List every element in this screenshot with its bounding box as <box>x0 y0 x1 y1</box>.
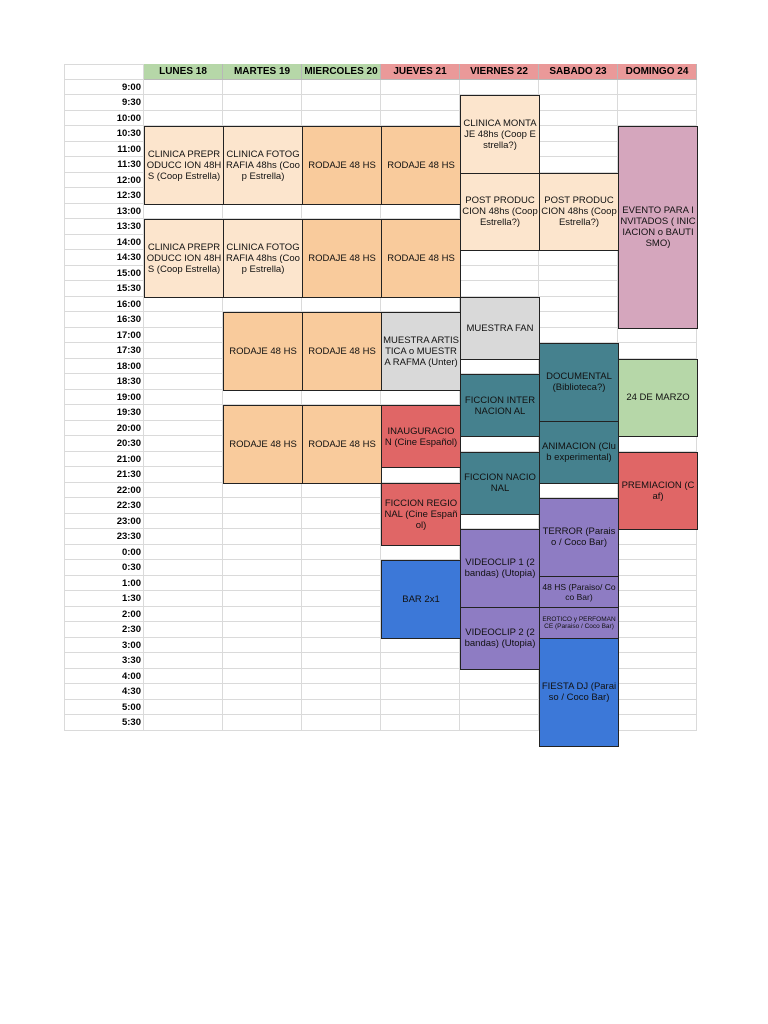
event-label: ANIMACION (Club experimental) <box>542 441 616 463</box>
day-header: MIERCOLES 20 <box>302 64 381 80</box>
grid-cell[interactable] <box>302 95 381 111</box>
event-block[interactable] <box>381 560 461 639</box>
grid-cell[interactable] <box>144 390 223 406</box>
grid-cell[interactable] <box>539 281 618 297</box>
grid-cell[interactable] <box>539 328 618 344</box>
event-block[interactable] <box>460 607 540 670</box>
event-label: MUESTRA ARTISTICA o MUESTRA RAFMA (Unter) <box>383 334 459 368</box>
grid-cell[interactable] <box>223 653 302 669</box>
time-label: 10:00 <box>116 112 141 124</box>
time-label: 10:30 <box>116 128 141 140</box>
grid-cell[interactable] <box>618 343 697 359</box>
event-label: FICCION NACIONAL <box>464 472 536 494</box>
grid-cell[interactable] <box>144 297 223 313</box>
grid-cell[interactable] <box>302 700 381 716</box>
time-label: 17:30 <box>116 345 141 357</box>
event-label: CLINICA FOTOGRAFIA 48hs (Coop Estrella) <box>226 241 300 275</box>
event-block[interactable] <box>539 343 619 422</box>
grid-cell[interactable] <box>381 638 460 654</box>
grid-cell[interactable] <box>460 514 539 530</box>
grid-cell[interactable] <box>618 700 697 716</box>
grid-cell[interactable] <box>618 591 697 607</box>
time-label: 20:30 <box>116 438 141 450</box>
event-block[interactable] <box>539 173 619 252</box>
time-label: 5:30 <box>121 717 141 729</box>
time-label: 0:30 <box>121 562 141 574</box>
grid-cell[interactable] <box>144 405 223 421</box>
event-label: RODAJE 48 HS <box>387 252 455 264</box>
grid-cell[interactable] <box>539 157 618 173</box>
event-label: EROTICO y PERFOMANCE (Paraiso / Coco Bar) <box>542 615 616 630</box>
grid-cell[interactable] <box>381 715 460 731</box>
grid-cell[interactable] <box>460 266 539 282</box>
time-label: 14:00 <box>116 236 141 248</box>
time-label: 19:30 <box>116 407 141 419</box>
grid-cell[interactable] <box>539 142 618 158</box>
grid-cell[interactable] <box>618 622 697 638</box>
event-block[interactable] <box>539 576 619 608</box>
grid-cell[interactable] <box>144 715 223 731</box>
event-label: CLINICA PREPRODUCC ION 48HS (Coop Estrella) <box>146 148 222 182</box>
event-block[interactable] <box>381 312 461 391</box>
grid-cell[interactable] <box>302 514 381 530</box>
grid-cell[interactable] <box>618 715 697 731</box>
time-label: 16:00 <box>116 298 141 310</box>
grid-cell[interactable] <box>144 483 223 499</box>
grid-cell[interactable] <box>144 591 223 607</box>
event-block[interactable] <box>302 312 382 391</box>
grid-cell[interactable] <box>460 669 539 685</box>
grid-cell[interactable] <box>539 111 618 127</box>
event-block[interactable] <box>223 312 303 391</box>
grid-cell[interactable] <box>539 266 618 282</box>
event-block[interactable] <box>460 529 540 608</box>
grid-cell[interactable] <box>460 281 539 297</box>
event-block[interactable] <box>381 219 461 298</box>
time-label: 20:00 <box>116 422 141 434</box>
grid-cell[interactable] <box>223 591 302 607</box>
grid-cell[interactable] <box>618 638 697 654</box>
grid-cell[interactable] <box>381 390 460 406</box>
grid-cell[interactable] <box>144 111 223 127</box>
grid-cell[interactable] <box>302 715 381 731</box>
event-label: TERROR (Paraiso / Coco Bar) <box>542 526 616 549</box>
grid-cell[interactable] <box>144 576 223 592</box>
time-label: 17:00 <box>116 329 141 341</box>
grid-cell[interactable] <box>539 297 618 313</box>
time-label: 13:30 <box>116 221 141 233</box>
grid-cell[interactable] <box>618 95 697 111</box>
grid-cell[interactable] <box>302 297 381 313</box>
grid-cell[interactable] <box>381 467 460 483</box>
day-header: JUEVES 21 <box>381 64 460 80</box>
grid-cell[interactable] <box>223 483 302 499</box>
grid-cell[interactable] <box>302 80 381 96</box>
grid-cell[interactable] <box>223 390 302 406</box>
event-block[interactable] <box>460 95 540 174</box>
day-header: DOMINGO 24 <box>618 64 697 80</box>
grid-cell[interactable] <box>302 638 381 654</box>
grid-cell[interactable] <box>144 638 223 654</box>
grid-cell[interactable] <box>618 684 697 700</box>
grid-cell[interactable] <box>381 80 460 96</box>
event-block[interactable] <box>539 498 619 577</box>
time-label: 18:30 <box>116 376 141 388</box>
event-label: RODAJE 48 HS <box>229 345 297 357</box>
grid-cell[interactable] <box>460 359 539 375</box>
time-label: 11:00 <box>117 143 141 155</box>
time-label: 13:00 <box>116 205 141 217</box>
grid-cell[interactable] <box>460 250 539 266</box>
event-block[interactable] <box>144 126 224 205</box>
grid-cell[interactable] <box>223 111 302 127</box>
grid-cell[interactable] <box>223 576 302 592</box>
grid-cell[interactable] <box>302 591 381 607</box>
grid-cell[interactable] <box>144 545 223 561</box>
time-label: 19:00 <box>116 391 141 403</box>
event-label: POST PRODUCCION 48hs (Coop Estrella?) <box>541 195 617 229</box>
event-block[interactable] <box>539 638 619 748</box>
grid-cell[interactable] <box>539 95 618 111</box>
grid-cell[interactable] <box>144 560 223 576</box>
time-label: 18:00 <box>116 360 141 372</box>
event-label: POST PRODUCCION 48hs (Coop Estrella?) <box>462 195 538 229</box>
grid-cell[interactable] <box>144 328 223 344</box>
grid-cell[interactable] <box>302 653 381 669</box>
grid-cell[interactable] <box>302 607 381 623</box>
time-label: 23:30 <box>116 531 141 543</box>
grid-cell[interactable] <box>618 328 697 344</box>
grid-cell[interactable] <box>618 436 697 452</box>
grid-cell[interactable] <box>302 560 381 576</box>
event-label: 24 DE MARZO <box>626 392 690 404</box>
event-label: EVENTO PARA INVITADOS ( INICIACION o BAUTISMO) <box>620 205 696 250</box>
event-block[interactable] <box>539 607 619 639</box>
grid-cell[interactable] <box>302 483 381 499</box>
grid-cell[interactable] <box>223 622 302 638</box>
event-block[interactable] <box>223 126 303 205</box>
grid-cell[interactable] <box>223 80 302 96</box>
grid-cell[interactable] <box>618 560 697 576</box>
grid-cell[interactable] <box>64 64 144 80</box>
grid-cell[interactable] <box>618 529 697 545</box>
grid-cell[interactable] <box>223 204 302 220</box>
grid-cell[interactable] <box>144 529 223 545</box>
schedule-grid <box>64 64 705 732</box>
time-label: 14:30 <box>116 252 141 264</box>
time-label: 9:00 <box>121 81 141 93</box>
event-label: VIDEOCLIP 2 (2 bandas) (Utopia) <box>464 627 536 649</box>
event-label: RODAJE 48 HS <box>308 159 376 171</box>
event-block[interactable] <box>618 126 698 329</box>
event-label: RODAJE 48 HS <box>308 252 376 264</box>
grid-cell[interactable] <box>144 80 223 96</box>
grid-cell[interactable] <box>460 700 539 716</box>
grid-cell[interactable] <box>223 638 302 654</box>
grid-cell[interactable] <box>302 622 381 638</box>
event-label: RODAJE 48 HS <box>229 438 297 450</box>
event-label: CLINICA FOTOGRAFIA 48hs (Coop Estrella) <box>226 148 300 182</box>
grid-cell[interactable] <box>144 607 223 623</box>
event-label: MUESTRA FAN <box>466 322 534 334</box>
grid-cell[interactable] <box>144 95 223 111</box>
event-label: DOCUMENTAL (Biblioteca?) <box>546 371 612 394</box>
grid-cell[interactable] <box>381 700 460 716</box>
grid-cell[interactable] <box>144 359 223 375</box>
grid-cell[interactable] <box>381 297 460 313</box>
grid-cell[interactable] <box>618 80 697 96</box>
event-label: FIESTA DJ (Paraiso / Coco Bar) <box>541 681 617 704</box>
day-header: MARTES 19 <box>223 64 302 80</box>
grid-cell[interactable] <box>144 700 223 716</box>
grid-cell[interactable] <box>223 529 302 545</box>
grid-cell[interactable] <box>539 126 618 142</box>
grid-cell[interactable] <box>144 514 223 530</box>
time-label: 21:00 <box>116 453 141 465</box>
grid-cell[interactable] <box>302 498 381 514</box>
grid-cell[interactable] <box>539 250 618 266</box>
grid-cell[interactable] <box>223 669 302 685</box>
grid-cell[interactable] <box>223 684 302 700</box>
grid-cell[interactable] <box>144 684 223 700</box>
event-block[interactable] <box>302 126 382 205</box>
event-block[interactable] <box>460 297 540 360</box>
grid-cell[interactable] <box>223 607 302 623</box>
grid-cell[interactable] <box>223 715 302 731</box>
grid-cell[interactable] <box>302 111 381 127</box>
grid-cell[interactable] <box>618 576 697 592</box>
grid-cell[interactable] <box>144 669 223 685</box>
time-label: 23:00 <box>116 515 141 527</box>
event-block[interactable] <box>460 173 540 252</box>
grid-cell[interactable] <box>223 514 302 530</box>
grid-cell[interactable] <box>381 95 460 111</box>
event-block[interactable] <box>618 359 698 438</box>
grid-cell[interactable] <box>618 669 697 685</box>
event-block[interactable] <box>460 452 540 515</box>
grid-cell[interactable] <box>144 374 223 390</box>
time-label: 4:00 <box>121 670 141 682</box>
grid-cell[interactable] <box>302 529 381 545</box>
grid-cell[interactable] <box>302 669 381 685</box>
event-label: RODAJE 48 HS <box>308 438 376 450</box>
event-block[interactable] <box>144 219 224 298</box>
grid-cell[interactable] <box>223 498 302 514</box>
event-block[interactable] <box>223 405 303 484</box>
grid-cell[interactable] <box>144 312 223 328</box>
time-label: 0:00 <box>121 546 141 558</box>
grid-cell[interactable] <box>302 684 381 700</box>
event-label: BAR 2x1 <box>402 593 440 605</box>
event-block[interactable] <box>460 374 540 437</box>
event-label: CLINICA PREPRODUCC ION 48HS (Coop Estrella) <box>146 241 222 275</box>
event-label: VIDEOCLIP 1 (2 bandas) (Utopia) <box>464 557 536 580</box>
grid-cell[interactable] <box>618 607 697 623</box>
time-label: 15:00 <box>116 267 141 279</box>
time-label: 9:30 <box>121 97 141 109</box>
event-block[interactable] <box>381 405 461 468</box>
grid-cell[interactable] <box>381 669 460 685</box>
grid-cell[interactable] <box>618 545 697 561</box>
time-label: 22:00 <box>116 484 141 496</box>
grid-cell[interactable] <box>144 467 223 483</box>
grid-cell[interactable] <box>460 684 539 700</box>
grid-cell[interactable] <box>302 204 381 220</box>
event-block[interactable] <box>618 452 698 531</box>
grid-cell[interactable] <box>223 297 302 313</box>
time-label: 12:00 <box>116 174 141 186</box>
day-header: VIERNES 22 <box>460 64 539 80</box>
grid-cell[interactable] <box>223 95 302 111</box>
event-label: PREMIACION (Caf) <box>621 479 695 502</box>
grid-cell[interactable] <box>223 545 302 561</box>
grid-cell[interactable] <box>539 483 618 499</box>
grid-cell[interactable] <box>144 498 223 514</box>
time-label: 21:30 <box>116 469 141 481</box>
grid-cell[interactable] <box>302 576 381 592</box>
grid-cell[interactable] <box>381 111 460 127</box>
grid-cell[interactable] <box>223 700 302 716</box>
grid-cell[interactable] <box>302 390 381 406</box>
time-label: 11:30 <box>117 159 141 171</box>
day-header: SABADO 23 <box>539 64 618 80</box>
grid-cell[interactable] <box>144 343 223 359</box>
event-label: RODAJE 48 HS <box>387 159 455 171</box>
event-block[interactable] <box>381 483 461 546</box>
grid-cell[interactable] <box>460 80 539 96</box>
event-block[interactable] <box>223 219 303 298</box>
time-label: 3:00 <box>121 639 141 651</box>
event-block[interactable] <box>302 219 382 298</box>
time-label: 2:00 <box>121 608 141 620</box>
grid-cell[interactable] <box>539 312 618 328</box>
time-label: 15:30 <box>116 283 141 295</box>
grid-cell[interactable] <box>381 204 460 220</box>
event-label: FICCION INTERNACION AL <box>464 394 536 417</box>
event-label: CLINICA MONTAJE 48hs (Coop Estrella?) <box>463 117 537 151</box>
time-label: 12:30 <box>116 190 141 202</box>
event-block[interactable] <box>539 421 619 484</box>
time-label: 16:30 <box>116 314 141 326</box>
grid-cell[interactable] <box>144 622 223 638</box>
grid-cell[interactable] <box>460 436 539 452</box>
grid-cell[interactable] <box>302 545 381 561</box>
time-label: 1:30 <box>121 593 141 605</box>
event-label: FICCION REGIONAL (Cine Español) <box>384 497 458 531</box>
time-label: 4:30 <box>121 686 141 698</box>
grid-cell[interactable] <box>144 452 223 468</box>
grid-cell[interactable] <box>381 653 460 669</box>
grid-cell[interactable] <box>223 560 302 576</box>
grid-cell[interactable] <box>539 80 618 96</box>
grid-cell[interactable] <box>144 436 223 452</box>
time-label: 3:30 <box>121 655 141 667</box>
grid-cell[interactable] <box>460 715 539 731</box>
time-label: 2:30 <box>121 624 141 636</box>
event-label: 48 HS (Paraiso/ Coco Bar) <box>542 581 616 602</box>
event-block[interactable] <box>381 126 461 205</box>
event-label: INAUGURACIO N (Cine Español) <box>384 425 458 448</box>
day-header: LUNES 18 <box>144 64 223 80</box>
grid-cell[interactable] <box>618 111 697 127</box>
time-label: 5:00 <box>121 701 141 713</box>
time-label: 1:00 <box>121 577 141 589</box>
grid-cell[interactable] <box>381 684 460 700</box>
grid-cell[interactable] <box>381 545 460 561</box>
grid-cell[interactable] <box>618 653 697 669</box>
time-label: 22:30 <box>116 500 141 512</box>
event-block[interactable] <box>302 405 382 484</box>
grid-cell[interactable] <box>144 204 223 220</box>
grid-cell[interactable] <box>144 653 223 669</box>
grid-cell[interactable] <box>144 421 223 437</box>
event-label: RODAJE 48 HS <box>308 345 376 357</box>
